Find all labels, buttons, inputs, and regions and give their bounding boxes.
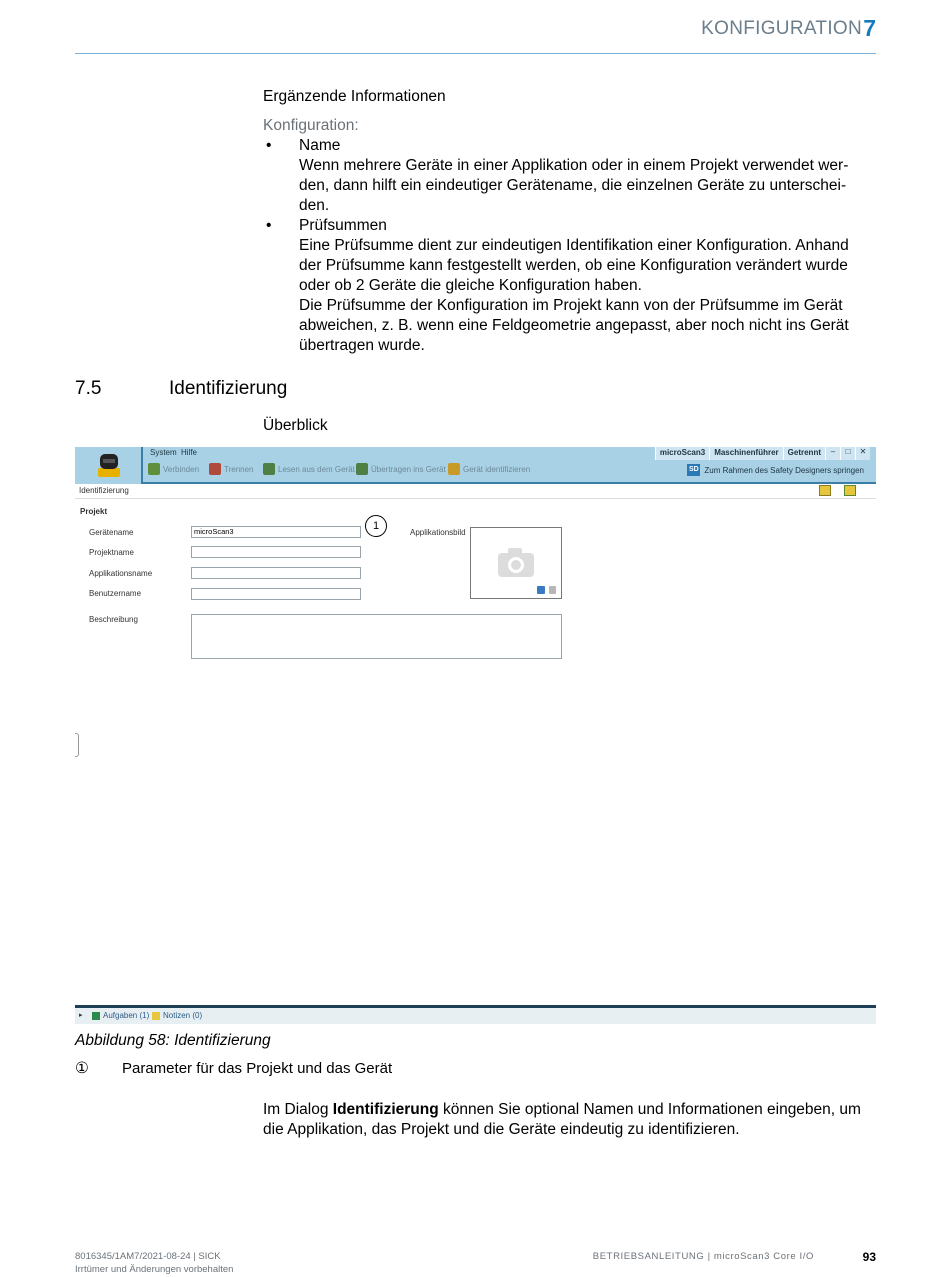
- disconnect-icon: [209, 463, 221, 475]
- application-image-label: Applikationsbild: [410, 528, 466, 537]
- expand-icon[interactable]: ▸: [79, 1012, 83, 1019]
- read-label: Lesen aus dem Gerät: [278, 464, 355, 474]
- camera-icon: [471, 528, 561, 598]
- device-logo: [75, 447, 143, 484]
- identify-icon: [448, 463, 460, 475]
- read-from-device-button[interactable]: [263, 463, 355, 475]
- field-label: Applikationsname: [89, 569, 153, 578]
- footer-left: [75, 1250, 233, 1276]
- edit-icon[interactable]: [537, 586, 545, 594]
- connect-button[interactable]: [148, 463, 199, 475]
- legend-text: Parameter für das Projekt und das Gerät: [122, 1060, 393, 1077]
- description-textarea[interactable]: [191, 614, 562, 659]
- chapter-number: 7: [863, 15, 876, 41]
- supplement-heading: Ergänzende Informationen: [263, 88, 446, 105]
- bullet-icon: •: [266, 137, 272, 154]
- list-item-line: Wenn mehrere Geräte in einer Applikation oder in einem Projekt verwendet wer-: [299, 157, 849, 174]
- application-image-box[interactable]: [470, 527, 562, 599]
- disconnect-label: Trennen: [224, 464, 254, 474]
- paragraph-text: die Applikation, das Projekt und die Geräte eindeutig zu identifizieren.: [263, 1121, 740, 1138]
- tasks-label: Aufgaben (1): [103, 1011, 150, 1020]
- list-item-line: Die Prüfsumme der Konfiguration im Projekt kann von der Prüfsumme im Gerät: [299, 297, 843, 314]
- list-item-title: Prüfsummen: [299, 217, 387, 234]
- application-name-input[interactable]: [191, 567, 361, 579]
- konfiguration-label-colon: :: [354, 117, 359, 134]
- bullet-icon: •: [266, 217, 272, 234]
- paragraph-text: Im Dialog: [263, 1101, 333, 1118]
- project-name-input[interactable]: [191, 546, 361, 558]
- konfiguration-label: [263, 117, 359, 135]
- description-label: Beschreibung: [89, 615, 138, 624]
- paragraph-text: können Sie optional Namen und Informationen eingeben, um: [438, 1101, 861, 1118]
- list-item-name: [266, 136, 874, 216]
- connect-icon: [148, 463, 160, 475]
- scanner-icon: [75, 447, 141, 484]
- status-tabs: [655, 447, 870, 460]
- note-icon: [152, 1012, 160, 1020]
- maximize-icon[interactable]: □: [840, 447, 855, 460]
- callout-marker: 1: [365, 515, 387, 537]
- add-note-icon[interactable]: [844, 485, 856, 496]
- transfer-to-device-button[interactable]: [356, 463, 446, 475]
- manual-title: BETRIEBSANLEITUNG | microScan3 Core I/O: [592, 1251, 814, 1262]
- field-label: Gerätename: [89, 528, 134, 537]
- close-icon[interactable]: ✕: [855, 447, 870, 460]
- dialog-name: Identifizierung: [332, 1101, 439, 1118]
- section-number: 7.5: [75, 378, 102, 399]
- body-paragraph: [263, 1100, 868, 1140]
- page-number: 93: [862, 1250, 876, 1264]
- tasks-button[interactable]: [92, 1011, 149, 1020]
- minimize-icon[interactable]: –: [825, 447, 840, 460]
- read-icon: [263, 463, 275, 475]
- tab-connection[interactable]: Getrennt: [783, 447, 825, 460]
- breadcrumb: [75, 484, 876, 499]
- list-item-line: der Prüfsumme kann festgestellt werden, ob eine Konfiguration verändert wurde: [299, 257, 848, 274]
- jump-to-frame-button[interactable]: [687, 464, 864, 476]
- menu-system[interactable]: System: [150, 448, 177, 457]
- legend-marker: ①: [75, 1060, 89, 1077]
- document-id: 8016345/1AM7/2021-08-24 | SICK: [75, 1251, 221, 1262]
- list-item-line: übertragen wurde.: [299, 337, 425, 354]
- field-label: Projektname: [89, 548, 134, 557]
- notes-label: Notizen (0): [163, 1011, 203, 1020]
- list-item-line: Eine Prüfsumme dient zur eindeutigen Identifikation einer Konfiguration. Anhand: [299, 237, 849, 254]
- overview-heading: Überblick: [263, 417, 328, 434]
- user-name-input[interactable]: [191, 588, 361, 600]
- field-label: Benutzername: [89, 589, 142, 598]
- disconnect-button[interactable]: [209, 463, 254, 475]
- software-screenshot: [75, 447, 876, 1024]
- status-bar: [75, 1005, 876, 1024]
- figure-caption: Abbildung 58: Identifizierung: [75, 1032, 271, 1049]
- safety-designer-icon: SD: [687, 464, 700, 476]
- konfiguration-label-text: Konfiguration: [263, 117, 355, 134]
- tab-user[interactable]: Maschinenführer: [709, 447, 782, 460]
- jump-label: Zum Rahmen des Safety Designers springen: [704, 465, 864, 475]
- transfer-label: Übertragen ins Gerät: [371, 464, 446, 474]
- transfer-icon: [356, 463, 368, 475]
- list-item-line: abweichen, z. B. wenn eine Feldgeometrie angepasst, aber noch nicht ins Gerät: [299, 317, 849, 334]
- identify-label: Gerät identifizieren: [463, 464, 531, 474]
- list-item-line: oder ob 2 Geräte die gleiche Konfiguration haben.: [299, 277, 642, 294]
- disclaimer: Irrtümer und Änderungen vorbehalten: [75, 1264, 234, 1275]
- flag-icon: [92, 1012, 100, 1020]
- tab-device[interactable]: microScan3: [655, 447, 709, 460]
- list-item-pruefsummen: [266, 216, 874, 356]
- header-divider: [75, 53, 876, 54]
- group-title: Projekt: [80, 507, 108, 516]
- breadcrumb-label: Identifizierung: [79, 486, 129, 495]
- section-title: Identifizierung: [169, 378, 288, 399]
- list-item-line: den.: [299, 197, 330, 214]
- chapter-title: KONFIGURATION: [701, 18, 862, 39]
- notes-icon[interactable]: [819, 485, 831, 496]
- connect-label: Verbinden: [163, 464, 200, 474]
- list-item-line: den, dann hilft ein eindeutiger Gerätename, die einzelnen Geräte zu unterschei-: [299, 177, 847, 194]
- identify-device-button[interactable]: [448, 463, 530, 475]
- supplement-list: [266, 136, 874, 356]
- list-item-title: Name: [299, 137, 341, 154]
- device-name-input[interactable]: microScan3: [191, 526, 361, 538]
- delete-icon[interactable]: [549, 586, 556, 594]
- notes-button[interactable]: [152, 1011, 202, 1020]
- menu-hilfe[interactable]: Hilfe: [181, 448, 198, 457]
- side-panel-handle[interactable]: [75, 733, 79, 757]
